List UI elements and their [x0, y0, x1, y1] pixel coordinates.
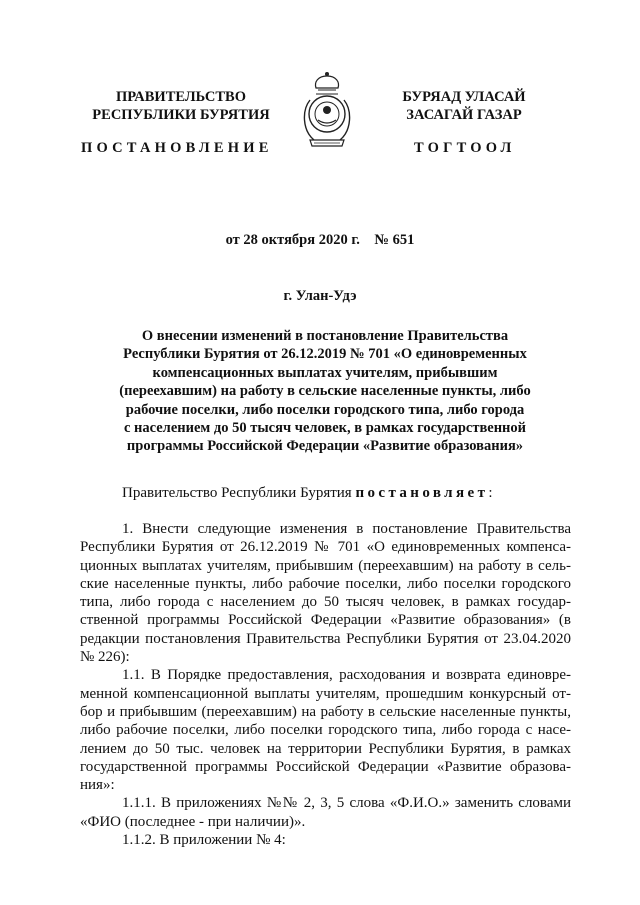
preamble	[80, 484, 571, 502]
title-line: Республики Бурятия от 26.12.2019 № 701 «О единовременных	[123, 346, 527, 363]
title-line: рабочие поселки, либо поселки городского типа, либо города	[125, 401, 525, 418]
preamble-keyword: постановляет	[355, 485, 489, 501]
title-line: О внесении изменений в постановление Правительства	[141, 328, 509, 344]
document-body	[80, 520, 571, 849]
paragraph-1-1: 1.1. В Порядке предоставления, расходования и возврата единовременной компенсационной выплаты учителям, прошедшим конкурсный отбор и прибывшим (переехавшим) на работу в сельские населенные пункты, либо рабочие поселки, либо поселки городского типа, либо города с населением до 50 тыс. человек на территории Республики Бурятия, в рамках государственной программы Российской Федерации «Развитие образования»:	[80, 667, 571, 794]
title-line: программы Российской Федерации «Развитие образования»	[126, 438, 524, 455]
government-name-russian	[88, 88, 274, 124]
title-line: компенсационных выплатах учителям, прибывшим	[152, 364, 498, 381]
title-line: с населением до 50 тысяч человек, в рамках государственной	[123, 420, 527, 437]
government-line-1: ПРАВИТЕЛЬСТВО	[116, 89, 246, 105]
preamble-colon: :	[488, 485, 493, 501]
date-and-number: от 28 октября 2020 г. № 651	[225, 232, 415, 248]
buryat-line-1: БУРЯАД УЛАСАЙ	[402, 89, 526, 105]
title-line: (переехавшим) на работу в сельские населенные пункты, либо	[119, 383, 531, 400]
doc-type-buryat: ТОГТООЛ	[414, 140, 516, 156]
government-name-buryat	[384, 88, 544, 124]
document-title	[100, 327, 550, 456]
government-line-2: РЕСПУБЛИКИ БУРЯТИЯ	[92, 107, 270, 123]
doc-type-russian: ПОСТАНОВЛЕНИЕ	[81, 140, 273, 156]
city: г. Улан-Удэ	[283, 288, 357, 304]
paragraph-1-1-2: 1.1.2. В приложении № 4:	[122, 832, 286, 849]
coat-of-arms-emblem	[296, 70, 358, 150]
buryat-line-2: ЗАСАГАЙ ГАЗАР	[406, 107, 522, 123]
paragraph-1: 1. Внести следующие изменения в постановление Правительства Республики Бурятия от 26.12.2019 № 701 «О единовременных компенсационных выплатах учителям, прибывшим (переехавшим) на работу в сельские населенные пункты, либо рабочие поселки, либо поселки городского типа, либо города с населением до 50 тысяч человек, в рамках государственной программы Российской Федерации «Развитие образования» (в редакции постановления Правительства Республики Бурятия от 23.04.2020 № 226):	[80, 521, 571, 666]
preamble-text: Правительство Республики Бурятия	[122, 485, 356, 501]
paragraph-1-1-1: 1.1.1. В приложениях №№ 2, 3, 5 слова «Ф.И.О.» заменить словами «ФИО (последнее - при наличии)».	[80, 795, 571, 830]
